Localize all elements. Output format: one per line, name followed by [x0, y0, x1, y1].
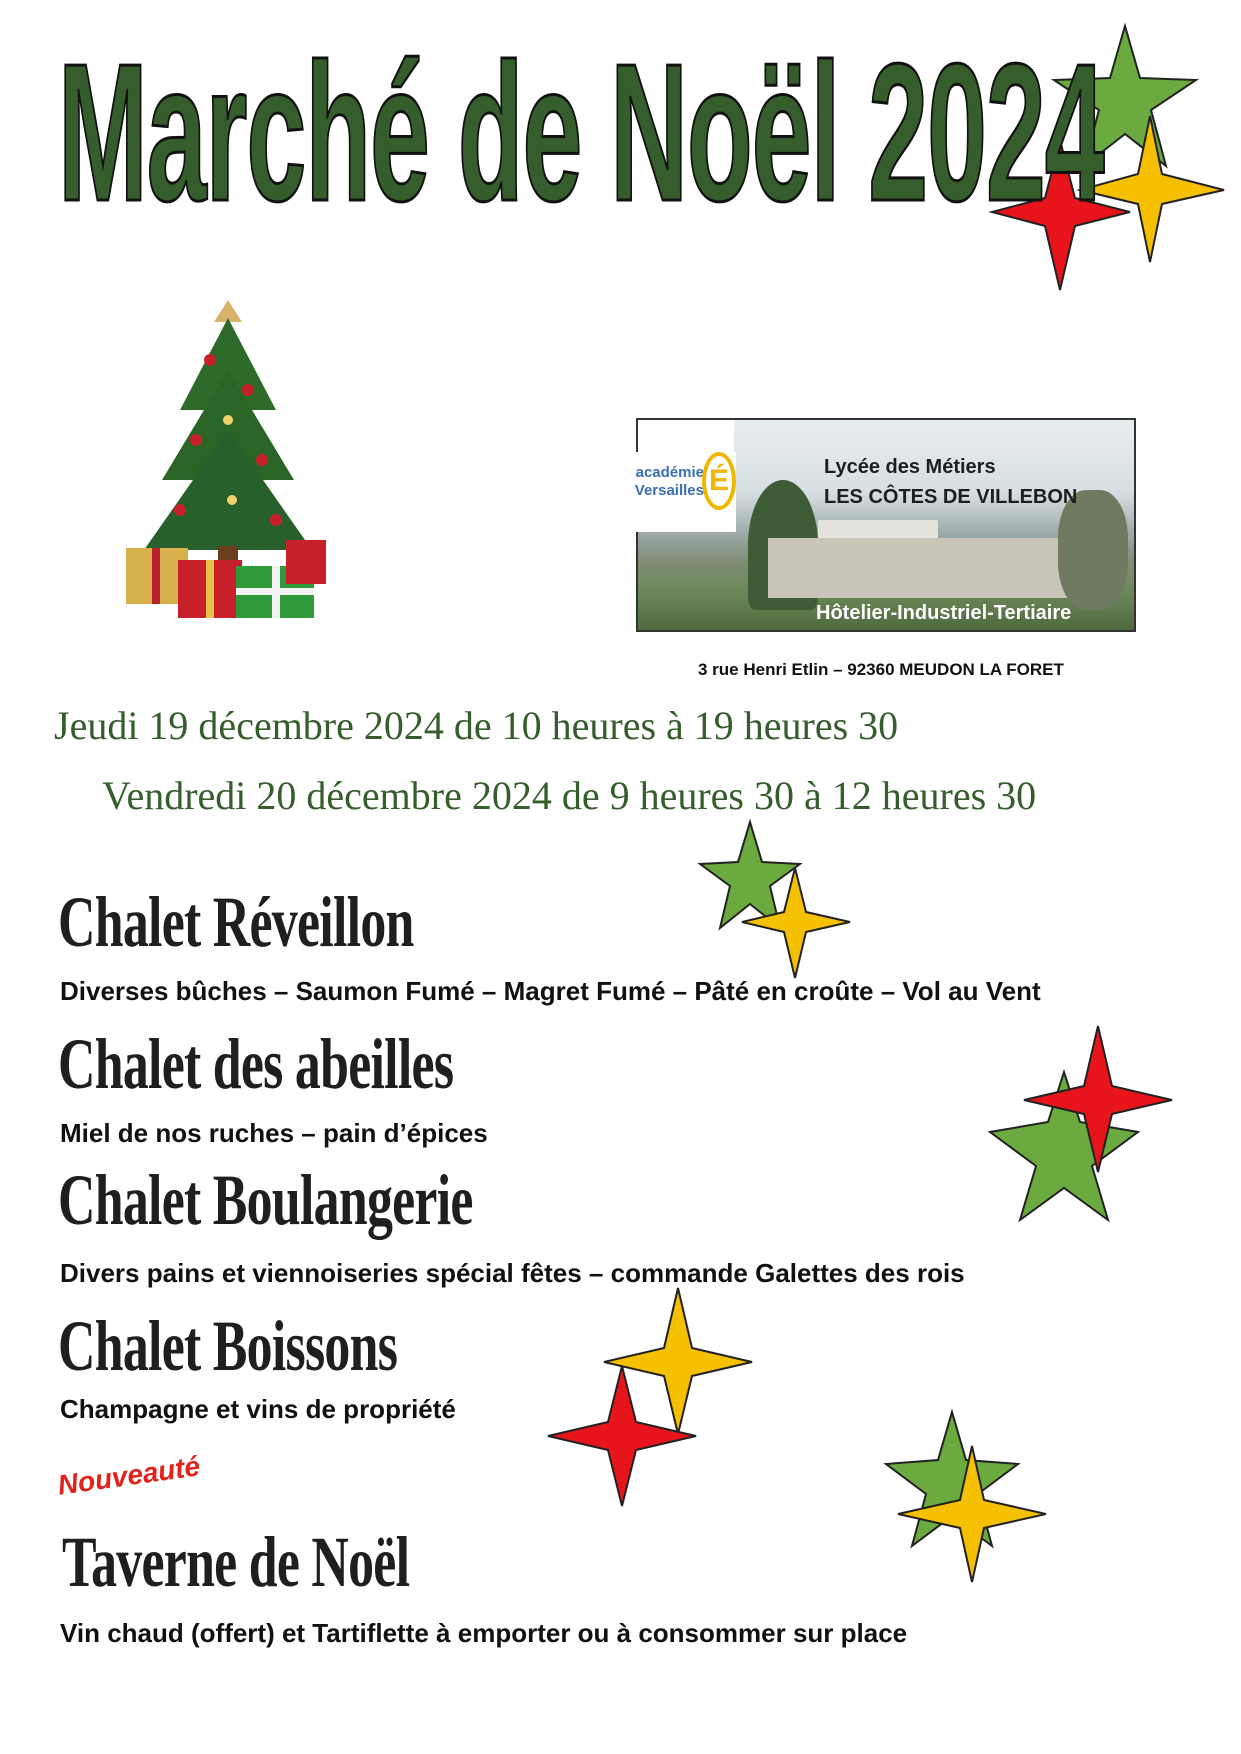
christmas-tree-icon: [126, 300, 326, 618]
date-line-1: Jeudi 19 décembre 2024 de 10 heures à 19 heures 30: [54, 703, 899, 748]
chalet-name: Chalet Réveillon: [58, 882, 414, 962]
chalet-description: Champagne et vins de propriété: [60, 1394, 456, 1424]
academie-logo: [636, 452, 736, 532]
academie-region: Versailles: [634, 482, 704, 499]
school-logo-banner: [636, 418, 1136, 632]
chalet-name: Chalet Boissons: [58, 1306, 398, 1386]
chalet-name: Chalet Boulangerie: [58, 1160, 473, 1240]
chalet-description: Vin chaud (offert) et Tartiflette à emporter ou à consommer sur place: [60, 1618, 908, 1648]
chalet-name: Chalet des abeilles: [58, 1024, 454, 1104]
address: 3 rue Henri Etlin – 92360 MEUDON LA FORET: [698, 660, 1064, 679]
lycee-name-line2: LES CÔTES DE VILLEBON: [824, 486, 1078, 508]
new-badge: Nouveauté: [55, 1450, 202, 1501]
page-title: Marché de Noël 2024: [58, 23, 1104, 242]
lycee-name-line1: Lycée des Métiers: [824, 456, 996, 478]
chalet-description: Diverses bûches – Saumon Fumé – Magret Fumé – Pâté en croûte – Vol au Vent: [60, 976, 1041, 1006]
academie-label: académie: [635, 464, 704, 481]
chalet-description: Miel de nos ruches – pain d’épices: [60, 1118, 488, 1148]
chalet-description: Divers pains et viennoiseries spécial fêtes – commande Galettes des rois: [60, 1258, 965, 1288]
chalet-name: Taverne de Noël: [62, 1522, 410, 1602]
lycee-specialties: Hôtelier-Industriel-Tertiaire: [816, 602, 1072, 624]
academie-e-icon: É: [702, 452, 736, 510]
date-line-2: Vendredi 20 décembre 2024 de 9 heures 30 à 12 heures 30: [102, 773, 1037, 818]
